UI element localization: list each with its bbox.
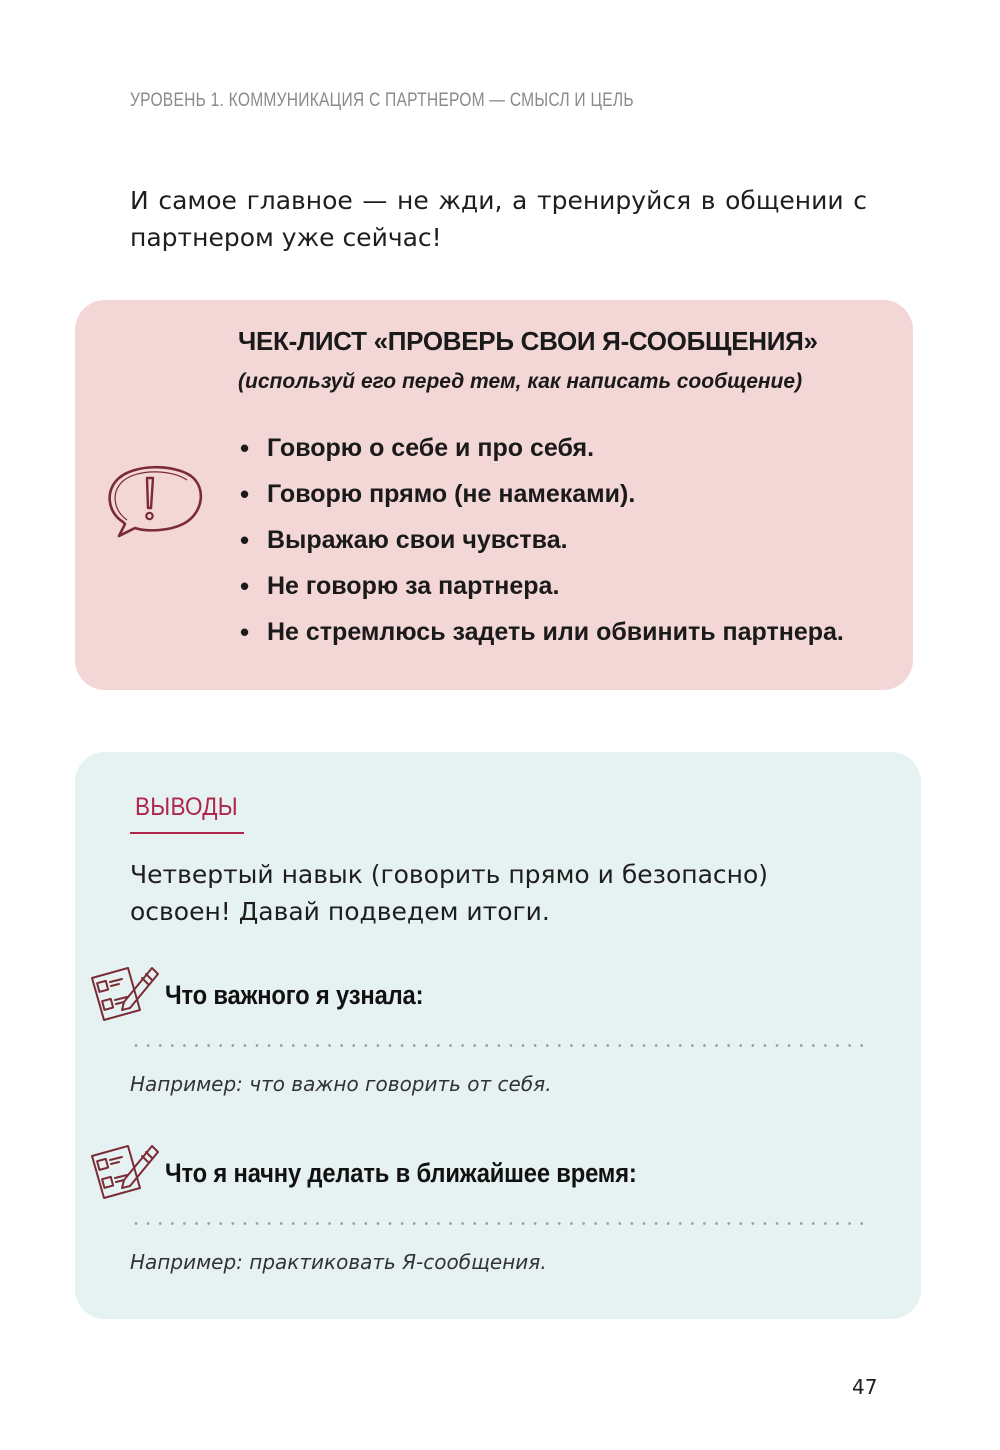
checklist-item: • Не говорю за партнера. [240, 563, 844, 609]
checklist-item: • Говорю о себе и про себя. [240, 425, 844, 471]
checklist-pencil-icon [88, 1138, 160, 1204]
running-header: УРОВЕНЬ 1. КОММУНИКАЦИЯ С ПАРТНЕРОМ — СМЫСЛ И ЦЕЛЬ [130, 90, 634, 111]
conclusions-panel [75, 752, 921, 1319]
conclusions-title-underline [130, 832, 244, 834]
bullet-icon: • [240, 525, 250, 555]
bullet-icon: • [240, 617, 250, 647]
conclusions-text: Четвертый навык (говорить прямо и безопасно) освоен! Давай подведем итоги. [130, 860, 769, 926]
intro-paragraph: И самое главное — не жди, а тренируйся в общении с партнером уже сейчас! [130, 186, 867, 252]
bullet-icon: • [240, 571, 250, 601]
bullet-icon: • [240, 433, 250, 463]
answer-dotted-line [130, 1222, 867, 1225]
question-title: Что важного я узнала: [165, 980, 424, 1010]
checklist-pencil-icon [88, 960, 160, 1026]
speech-bubble-exclamation-icon [103, 462, 205, 540]
answer-example: Например: что важно говорить от себя. [130, 1072, 552, 1096]
bullet-icon: • [240, 479, 250, 509]
answer-example: Например: практиковать Я-сообщения. [130, 1250, 547, 1274]
checklist-items [240, 425, 844, 655]
question-title: Что я начну делать в ближайшее время: [165, 1158, 637, 1188]
checklist-item: • Говорю прямо (не намеками). [240, 471, 844, 517]
page-number: 47 [852, 1375, 878, 1399]
conclusions-title: ВЫВОДЫ [135, 793, 238, 821]
answer-dotted-line [130, 1044, 867, 1047]
checklist-title: ЧЕК-ЛИСТ «ПРОВЕРЬ СВОИ Я-СООБЩЕНИЯ» [238, 326, 818, 356]
checklist-item: • Не стремлюсь задеть или обвинить партнера. [240, 609, 844, 655]
checklist-item: • Выражаю свои чувства. [240, 517, 844, 563]
checklist-subtitle: (используй его перед тем, как написать сообщение) [238, 370, 803, 393]
